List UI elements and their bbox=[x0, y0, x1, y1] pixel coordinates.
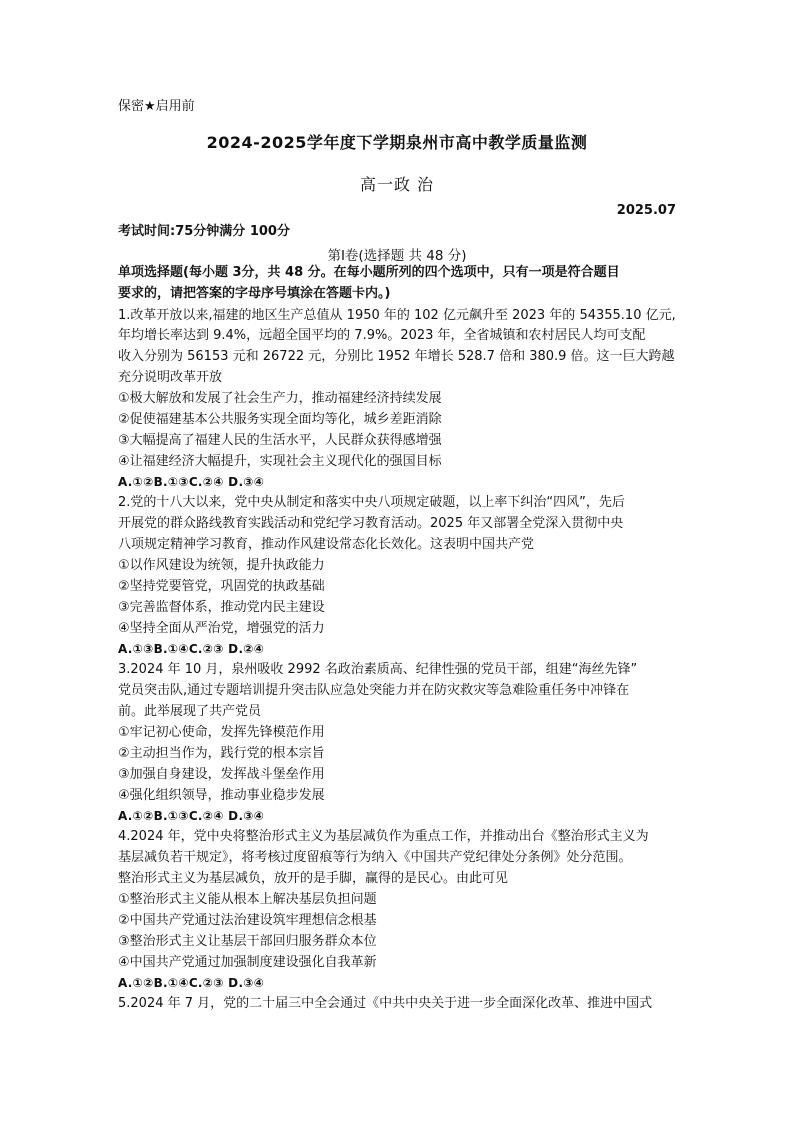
question-1-option: ③大幅提高了福建人民的生活水平，人民群众获得感增强 bbox=[118, 433, 442, 448]
question-2-option: ①以作风建设为统领，提升执政能力 bbox=[118, 558, 325, 573]
question-3-option: ④强化组织领导，推动事业稳步发展 bbox=[118, 788, 325, 803]
question-3-stem: 前。此举展现了共产党员 bbox=[118, 704, 262, 719]
question-2-option: ④坚持全面从严治党，增强党的活力 bbox=[118, 621, 325, 636]
question-2-stem: 2.党的十八大以来，党中央从制定和落实中央八项规定破题，以上率下纠治“四风”，先后 bbox=[118, 495, 625, 510]
question-1-option: ④让福建经济大幅提升，实现社会主义现代化的强国目标 bbox=[118, 454, 442, 469]
question-4-option: ③整治形式主义让基层干部回归服务群众本位 bbox=[118, 934, 377, 949]
question-4-stem: 整治形式主义为基层减负，放开的是手脚，赢得的是民心。由此可见 bbox=[118, 871, 509, 886]
instructions-line: 单项选择题(每小题 3分，共 48 分。在每小题所列的四个选项中，只有一项是符合题目 bbox=[118, 265, 620, 280]
question-4-option: ④中国共产党通过加强制度建设强化自我革新 bbox=[118, 955, 377, 970]
question-1-stem: 收入分别为 56153 元和 26722 元，分别比 1952 年增长 528.7 倍和 380.9 倍。这一巨大跨越 bbox=[118, 349, 675, 364]
question-3-option: ③加强自身建设，发挥战斗堡垒作用 bbox=[118, 767, 325, 782]
question-4-option: ②中国共产党通过法治建设筑牢理想信念根基 bbox=[118, 913, 377, 928]
question-3-stem: 党员突击队,通过专题培训提升突击队应急处突能力并在防灾救灾等急难险重任务中冲锋在 bbox=[118, 683, 630, 698]
confidential-label: 保密★启用前 bbox=[118, 99, 195, 114]
question-2-option: ③完善监督体系，推动党内民主建设 bbox=[118, 600, 325, 615]
question-1-option: ②促使福建基本公共服务实现全面均等化，城乡差距消除 bbox=[118, 412, 442, 427]
section-title: 第Ⅰ卷(选择题 共 48 分) bbox=[327, 248, 467, 264]
question-2-option: ②坚持党要管党，巩固党的执政基础 bbox=[118, 579, 325, 594]
question-4-stem: 4.2024 年，党中央将整治形式主义为基层减负作为重点工作，并推动出台《整治形式主义为 bbox=[118, 829, 649, 844]
question-2-answers: A.①③B.①④C.②③ D.②④ bbox=[118, 642, 265, 656]
exam-info: 考试时间:75分钟满分 100分 bbox=[118, 224, 290, 239]
question-2-stem: 开展党的群众路线教育实践活动和党纪学习教育活动。2025 年又部署全党深入贯彻中央 bbox=[118, 516, 624, 531]
question-3-option: ①牢记初心使命，发挥先锋模范作用 bbox=[118, 725, 325, 740]
instructions-line: 要求的，请把答案的字母序号填涂在答题卡内。) bbox=[118, 286, 391, 301]
question-1-option: ①极大解放和发展了社会生产力，推动福建经济持续发展 bbox=[118, 391, 442, 406]
question-4-answers: A.①②B.①④C.②③ D.③④ bbox=[118, 976, 265, 990]
question-3-answers: A.①②B.①③C.②④ D.③④ bbox=[118, 809, 265, 823]
subject-title: 高一政 治 bbox=[359, 175, 435, 194]
question-2-stem: 八项规定精神学习教育，推动作风建设常态化长效化。这表明中国共产党 bbox=[118, 537, 535, 552]
question-1-stem: 充分说明改革开放 bbox=[118, 370, 223, 385]
question-1-stem: 年均增长率达到 9.4%，远超全国平均的 7.9%。2023 年，全省城镇和农村居民人均可支配 bbox=[118, 328, 646, 343]
question-1-answers: A.①②B.①③C.②④ D.③④ bbox=[118, 475, 265, 489]
question-4-stem: 基层减负若干规定》，将考核过度留痕等行为纳入《中国共产党纪律处分条例》处分范围。 bbox=[118, 850, 632, 865]
question-5-stem: 5.2024 年 7 月，党的二十届三中全会通过《中共中央关于进一步全面深化改革、推进中国式 bbox=[118, 996, 653, 1011]
question-4-option: ①整治形式主义能从根本上解决基层负担问题 bbox=[118, 892, 377, 907]
exam-title: 2024-2025学年度下学期泉州市高中教学质量监测 bbox=[206, 133, 588, 152]
exam-date: 2025.07 bbox=[616, 203, 676, 218]
question-3-stem: 3.2024 年 10 月，泉州吸收 2992 名政治素质高、纪律性强的党员干部，组建“海丝先锋” bbox=[118, 662, 638, 677]
question-3-option: ②主动担当作为，践行党的根本宗旨 bbox=[118, 746, 325, 761]
question-1-stem: 1.改革开放以来,福建的地区生产总值从 1950 年的 102 亿元飙升至 2023 年的 54355.10 亿元, bbox=[118, 308, 676, 323]
